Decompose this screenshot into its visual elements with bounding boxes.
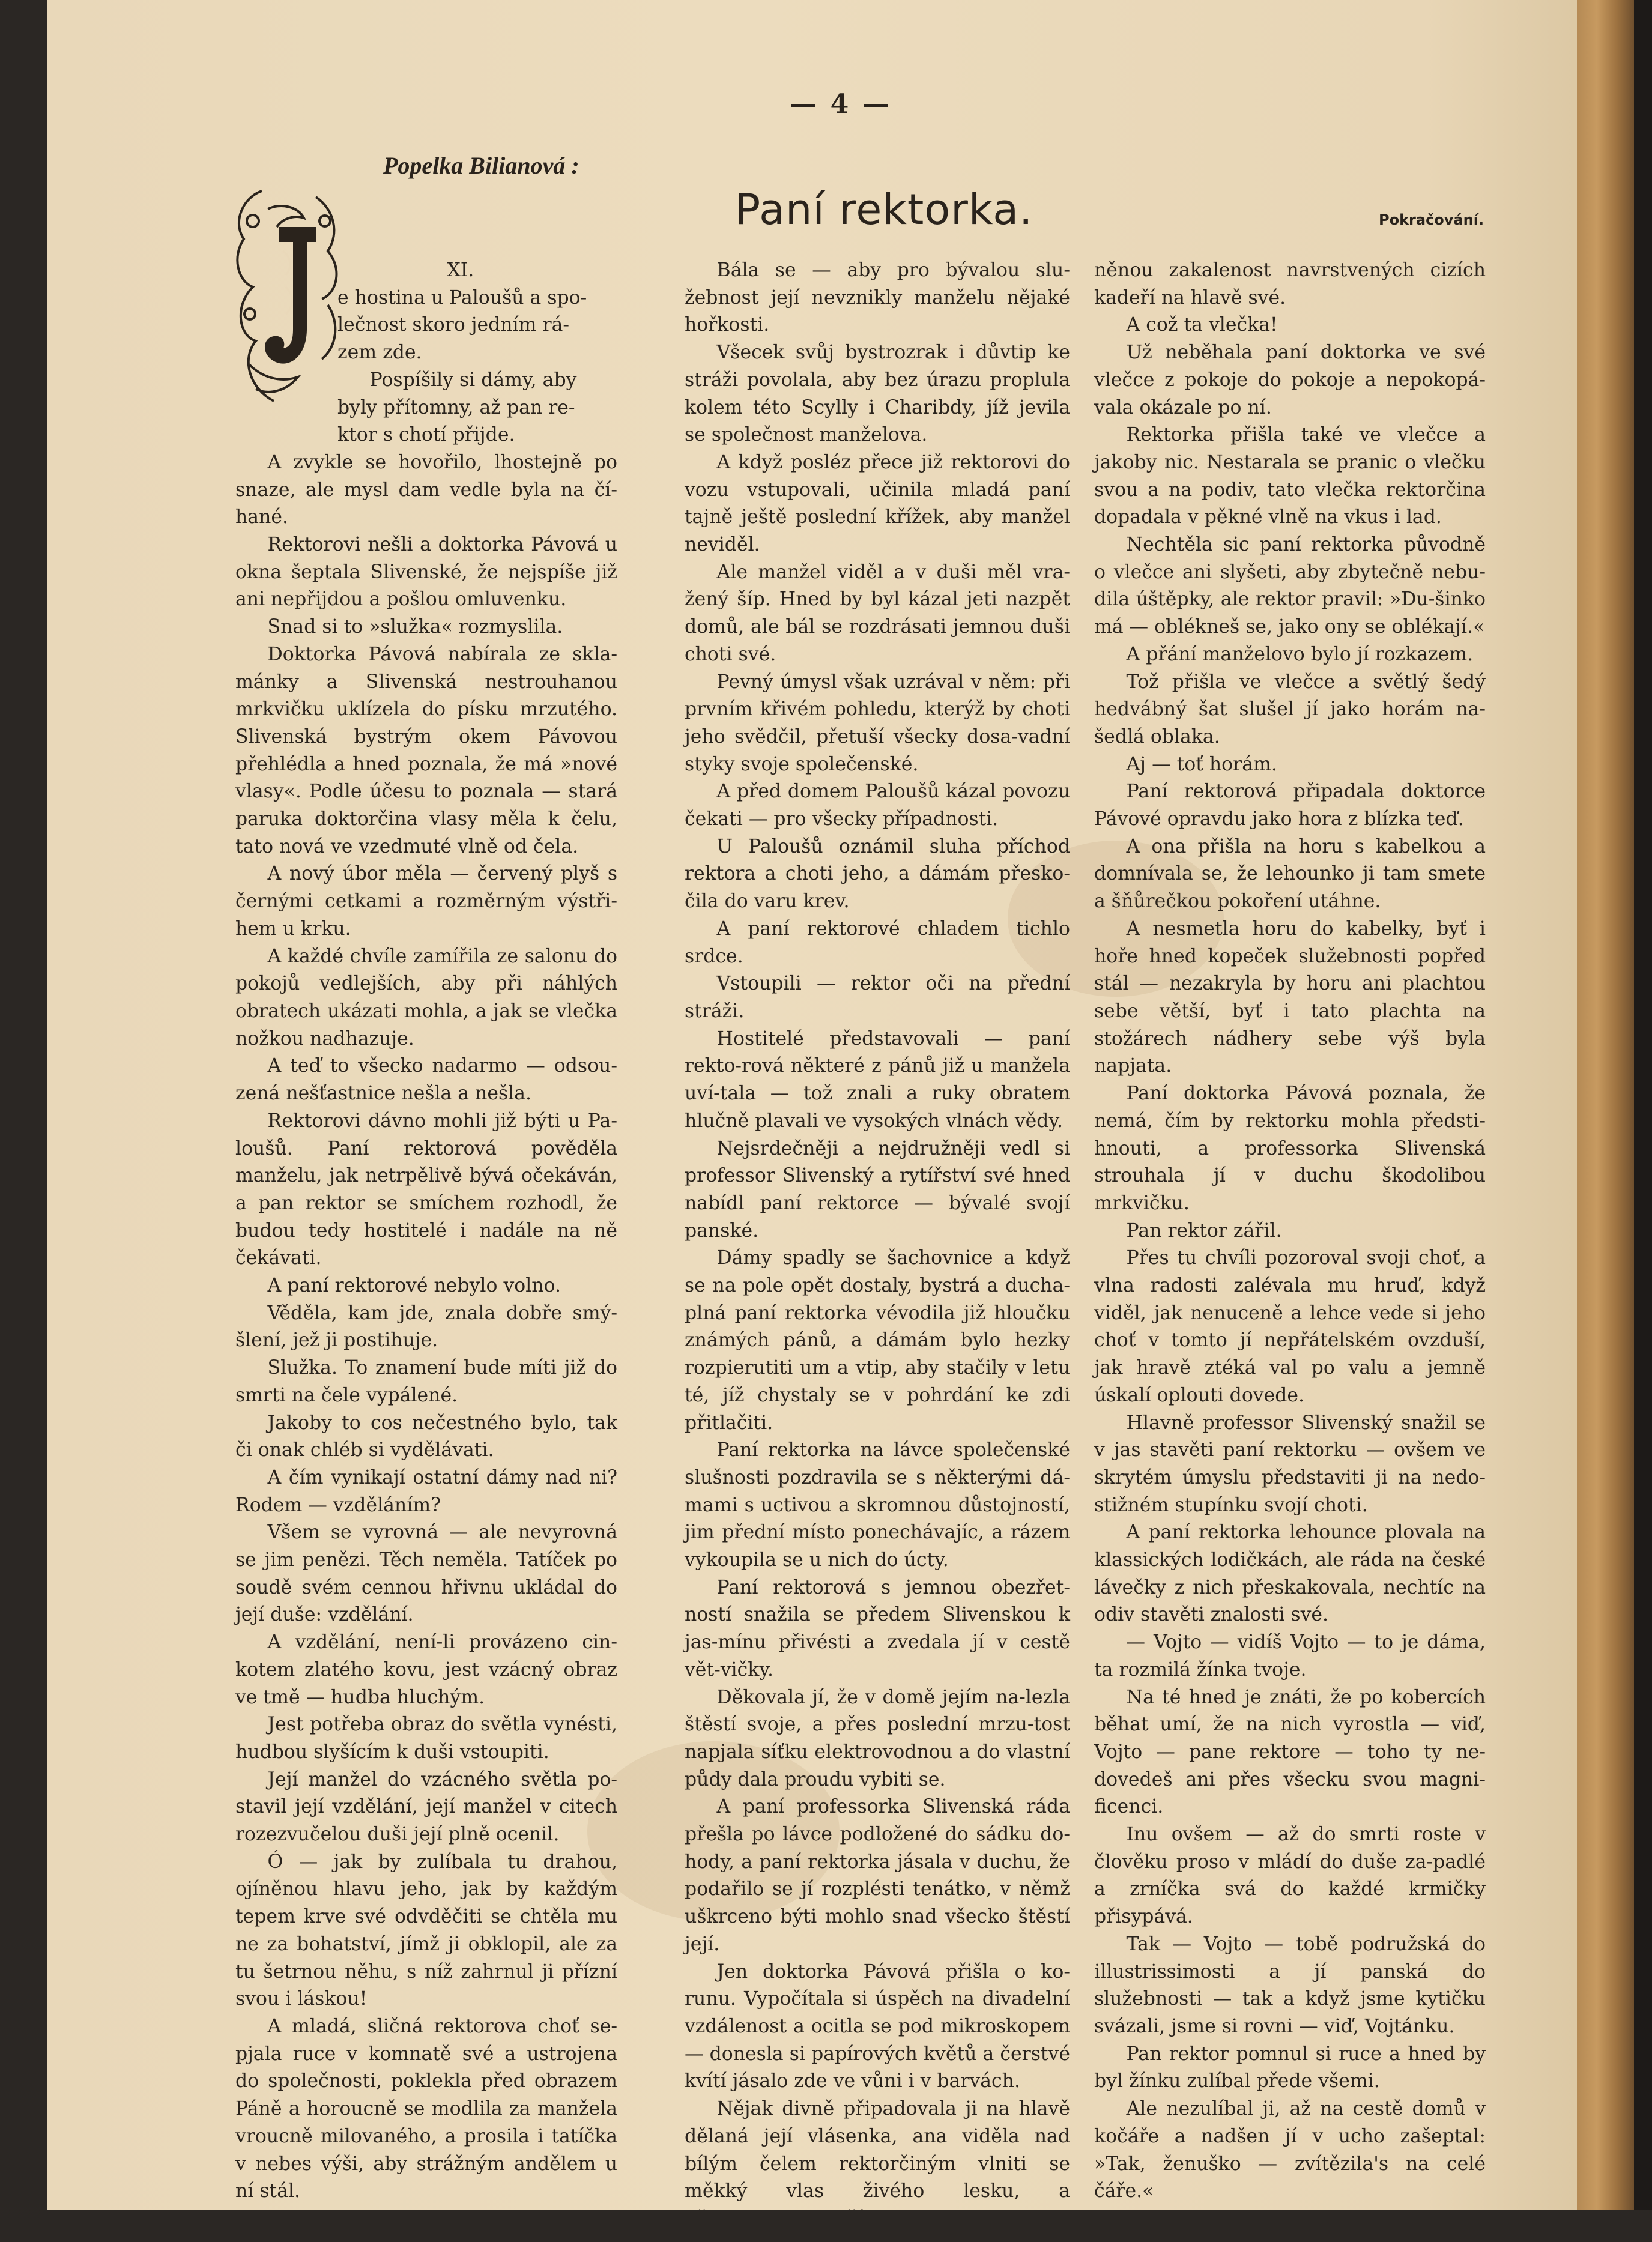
paragraph: A paní rektorové chladem tichlo srdce. [685, 917, 1070, 967]
paragraph: Jen doktorka Pávová přišla o ko-runu. Vypočítala si úspěch na divadelní vzdálenost a ocitla se pod mikroskopem — donesla si papírových květů a čerstvé kvítí jásalo zde ve vůni i v barvách. [685, 1960, 1070, 2092]
paragraph: A paní rektorka lehounce plovala na klassických lodičkách, ale ráda na české lávečky z nich přeskakovala, nechtíc na odiv stavěti znalosti své. [1094, 1521, 1486, 1626]
paragraph: Dámy spadly se šachovnice a když se na pole opět dostaly, bystrá a ducha-plná paní rektorka vévodila již hloučku známých pánů, a dámám bylo hezky rozpierutiti um a vtip, aby stačily v letu té, jíž chystaly se v pohrdání ke zdi přitlačiti. [685, 1247, 1070, 1434]
paragraph: A zvykle se hovořilo, lhostejně po snaze, ale mysl dam vedle byla na čí-hané. [235, 451, 617, 528]
text-column-1 [235, 257, 617, 2205]
paragraph: Její manžel do vzácného světla po-stavil její vzdělání, její manžel v citech rozezvučelou duši její plně ocenil. [235, 1768, 617, 1846]
wrap-line: Pospíšily si dámy, aby [369, 369, 577, 391]
book-spine-edge [1577, 0, 1634, 2242]
paragraph: Přes tu chvíli pozoroval svoji choť, a vlna radosti zalévala mu hruď, když viděl, jak nenuceně a lehce vede si jeho choť v tomto jí nepřátelském ovzduší, jak hravě ztéká val po valu a jemně úskalí oplouti dovede. [1094, 1247, 1486, 1406]
paragraph: A což ta vlečka! [1126, 314, 1278, 336]
story-title: Paní rektorka. [735, 185, 1033, 234]
paragraph: A nesmetla horu do kabelky, byť i hoře hned kopeček služebnosti popřed stál — nezakryla by horu ani plachtou sebe větší, byť i tato plachta na stožárech nádhery sebe výš byla napjata. [1094, 917, 1486, 1077]
wrap-line: lečnost skoro jedním rá- [337, 314, 569, 336]
paragraph: A teď to všecko nadarmo — odsou-zená nešťastnice nešla a nešla. [235, 1055, 617, 1105]
paragraph: A vzdělání, není-li provázeno cin-kotem zlatého kovu, jest vzácný obraz ve tmě — hudba hluchým. [235, 1631, 617, 1708]
paragraph: Už neběhala paní doktorka ve své vlečce z pokoje do pokoje a nepokopá-vala okázale po ní. [1094, 342, 1486, 418]
wrap-line: zem zde. [337, 342, 422, 364]
scan-bottom-border [0, 2210, 1652, 2242]
paragraph: Ale manžel viděl a v duši měl vra-žený šíp. Hned by byl kázal jeti nazpět domů, ale bál se rozdrásati jemnou duši choti své. [685, 561, 1070, 665]
chapter-number: XI. [447, 259, 474, 281]
paragraph: Hlavně professor Slivenský snažil se v jas stavěti paní rektorku — ovšem ve skrytém úmyslu představiti ji na nedo-stižném stupínku svojí choti. [1094, 1412, 1486, 1516]
paragraph: U Paloušů oznámil sluha příchod rektora a choti jeho, a dámám přesko-čila do varu krev. [685, 835, 1070, 913]
paragraph: A paní rektorové nebylo volno. [267, 1275, 561, 1297]
paragraph: Snad si to »služka« rozmyslila. [267, 616, 563, 638]
paragraph: Pan rektor zářil. [1126, 1219, 1282, 1242]
paragraph: Věděla, kam jde, znala dobře smý-šlení, jež ji postihuje. [235, 1302, 617, 1352]
paragraph: Paní rektorka na lávce společenské slušnosti pozdravila se s některými dá-mami s uctivou a skromnou důstojností, jim přední místo ponechávajíc, a rázem vykoupila se u nich do úcty. [685, 1439, 1070, 1571]
initial-wrap-text [337, 285, 617, 449]
paragraph: Paní doktorka Pávová poznala, že nemá, čím by rektorku mohla předsti-hnouti, a professorka Slivenská strouhala jí v duchu škodolibou mrkvičku. [1094, 1083, 1486, 1214]
paragraph: Všecek svůj bystrozrak i důvtip ke stráži povolala, aby bez úrazu proplula kolem této Scylly i Charibdy, jíž jevila se společnost manželova. [685, 342, 1070, 446]
paragraph: A když posléz přece již rektorovi do vozu vstupovali, učinila mladá paní tajně ještě poslední křížek, aby manžel neviděl. [685, 451, 1070, 556]
paragraph: Vstoupili — rektor oči na přední stráži. [685, 973, 1070, 1022]
paragraph: Nechtěla sic paní rektorka původně o vlečce ani slyšeti, aby zbytečně nebu-dila úštěpky, ale rektor pravil: »Du-šinko má — oblékneš se, jako ony se oblékají.« [1094, 534, 1486, 638]
paragraph: A přání manželovo bylo jí rozkazem. [1126, 643, 1474, 665]
paragraph: Pevný úmysl však uzrával v něm: při prvním křivém pohledu, kterýž by choti jeho svědčil, přetuší všecky dosa-vadní styky svoje společenské. [685, 671, 1070, 775]
paragraph: Rektorka přišla také ve vlečce a jakoby nic. Nestarala se pranic o vlečku svou a na podiv, tato vlečka rektorčina dopadala v pěkné vlně na vkus i lad. [1094, 424, 1486, 528]
paragraph: Rektorovi dávno mohli již býti u Pa-loušů. Paní rektorová pověděla manželu, jak netrpělivě bývá očekáván, a pan rektor se smíchem rozhodl, že budou tedy hostitelé i nadále na ně čekávati. [235, 1110, 617, 1269]
paragraph: Paní rektorová připadala doktorce Pávové opravdu jako hora z blízka teď. [1094, 781, 1486, 830]
paragraph: Paní rektorová s jemnou obezřet-ností snažila se předem Slivenskou k jas-mínu přivésti a zvedala jí v cestě vět-vičky. [685, 1576, 1070, 1681]
paragraph: Děkovala jí, že v domě jejím na-lezla štěstí svoje, a přes poslední mrzu-tost napjala síťku elektrovodnou a do vlastní půdy dala proudu vybiti se. [685, 1686, 1070, 1790]
paragraph: — Vojto — vidíš Vojto — to je dáma, ta rozmilá žínka tvoje. [1094, 1631, 1486, 1681]
paragraph: A paní professorka Slivenská ráda přešla po lávce podložené do sádku do-hody, a paní rektorka jásala v duchu, že podařilo se jí rozplésti tenátko, v němž uškrceno býti mohlo snad všecko štěstí její. [685, 1796, 1070, 1955]
paragraph: Jest potřeba obraz do světla vynésti, hudbou slyšícím k duši vstoupiti. [235, 1714, 617, 1763]
paragraph: Doktorka Pávová nabírala ze skla-mánky a Slivenská nestrouhanou mrkvičku uklízela do písku mrzutého. Slivenská bystrým okem Pávovou přehlédla a hned poznala, že má »nové vlasy«. Podle účesu to poznala — stará paruka doktorčina vlasy měla k čelu, tato nová ve vzedmuté vlně od čela. [235, 643, 617, 857]
continued-note: Pokračování. [1379, 211, 1484, 228]
text-column-2 [685, 257, 1070, 2233]
paragraph: A čím vynikají ostatní dámy nad ni? Rodem — vzděláním? [235, 1466, 617, 1516]
paragraph: Ale nezulíbal ji, až na cestě domů v kočáře a nadšen jí v ucho zašeptal: »Tak, ženuško — zvítězila's na celé čáře.« [1094, 2098, 1486, 2202]
paragraph: Nějak divně připadovala ji na hlavě dělaná její vlásenka, ana viděla nad bílým čelem rektorčiným vlniti se měkký vlas živého lesku, a [685, 2098, 1070, 2202]
paragraph: Jakoby to cos nečestného bylo, tak či onak chléb si vydělávati. [235, 1412, 617, 1461]
paragraph: Tož přišla ve vlečce a světlý šedý hedvábný šat slušel jí jako horám na-šedlá oblaka. [1094, 671, 1486, 748]
paragraph: něnou zakalenost navrstvených cizích kadeří na hlavě své. [1094, 259, 1486, 309]
paragraph: Bála se — aby pro bývalou slu-žebnost její nevznikly manželu nějaké hořkosti. [685, 259, 1070, 336]
paragraph: Nejsrdečněji a nejdružněji vedl si professor Slivenský a rytířství své hned nabídl paní rektorce — bývalé svojí panské. [685, 1137, 1070, 1242]
paragraph: Služka. To znamení bude míti již do smrti na čele vypálené. [235, 1357, 617, 1406]
dark-border [1634, 0, 1652, 2242]
paragraph: Všem se vyrovná — ale nevyrovná se jim penězi. Těch neměla. Tatíček po soudě svém cennou hřivnu ukládal do její duše: vzdělání. [235, 1521, 617, 1626]
paragraph: Rektorovi nešli a doktorka Pávová u okna šeptala Slivenské, že nejspíše již ani nepřijdou a pošlou omluvenku. [235, 534, 617, 611]
page-number: — 4 — [790, 89, 892, 119]
paragraph: A mladá, sličná rektorova choť se-pjala ruce v komnatě své a ustrojena do společnosti, poklekla před obrazem Páně a horoucně se modlila za manžela vroucně milovaného, a prosila i tatíčka v nebes výši, aby strážným andělem u ní stál. [235, 2016, 617, 2202]
paragraph: A před domem Paloušů kázal povozu čekati — pro všecky případnosti. [685, 781, 1070, 830]
wrap-line: ktor s chotí přijde. [337, 424, 515, 446]
paragraph: Pan rektor pomnul si ruce a hned by byl žínku zulíbal přede všemi. [1094, 2043, 1486, 2092]
paragraph: Aj — toť horám. [1126, 753, 1277, 775]
wrap-line: byly přítomny, až pan re- [337, 396, 575, 418]
paragraph: Hostitelé představovali — paní rekto-rová některé z pánů již u manžela uví-tala — tož znali a ruky obratem hlučně plavali ve vysokých vlnách vědy. [685, 1027, 1070, 1132]
paragraph: Tak — Vojto — tobě podružská do illustrissimosti a jí panská do služebnosti — tak a když jsme kytičku svázali, jsme si rovni — viď, Vojtánku. [1094, 1933, 1486, 2037]
text-column-3 [1094, 257, 1486, 2205]
paragraph: Na té hned je znáti, že po kobercích běhat umí, že na nich vyrostla — viď, Vojto — pane rektore — toho ty ne-dovedeš ani přes všecku svou magni-ficenci. [1094, 1686, 1486, 1818]
paragraph: A nový úbor měla — červený plyš s černými cetkami a rozměrným výstři-hem u krku. [235, 863, 617, 940]
paragraph: Inu ovšem — až do smrti roste v člověku proso v mládí do duše za-padlé a zrníčka svá do každé krmičky přisypává. [1094, 1824, 1486, 1928]
paragraph: A každé chvíle zamířila ze salonu do pokojů vedlejších, aby při náhlých obratech ukázati mohla, a jak se vlečka nožkou nadhazuje. [235, 945, 617, 1050]
wrap-line: e hostina u Paloušů a spo- [337, 286, 587, 309]
paragraph: A ona přišla na horu s kabelkou a domnívala se, že lehounko ji tam smete a šňůrečkou pokoření utáhne. [1094, 835, 1486, 913]
paragraph: Ó — jak by zulíbala tu drahou, ojíněnou hlavu jeho, jak by každým tepem krve své odvděčiti se chtěla mu ne za bohatství, jímž ji obklopil, ale za tu šetrnou něhu, s níž zahrnul ji přízní svou i láskou! [235, 1851, 617, 2010]
author-name: Popelka Bilianová : [383, 152, 579, 179]
